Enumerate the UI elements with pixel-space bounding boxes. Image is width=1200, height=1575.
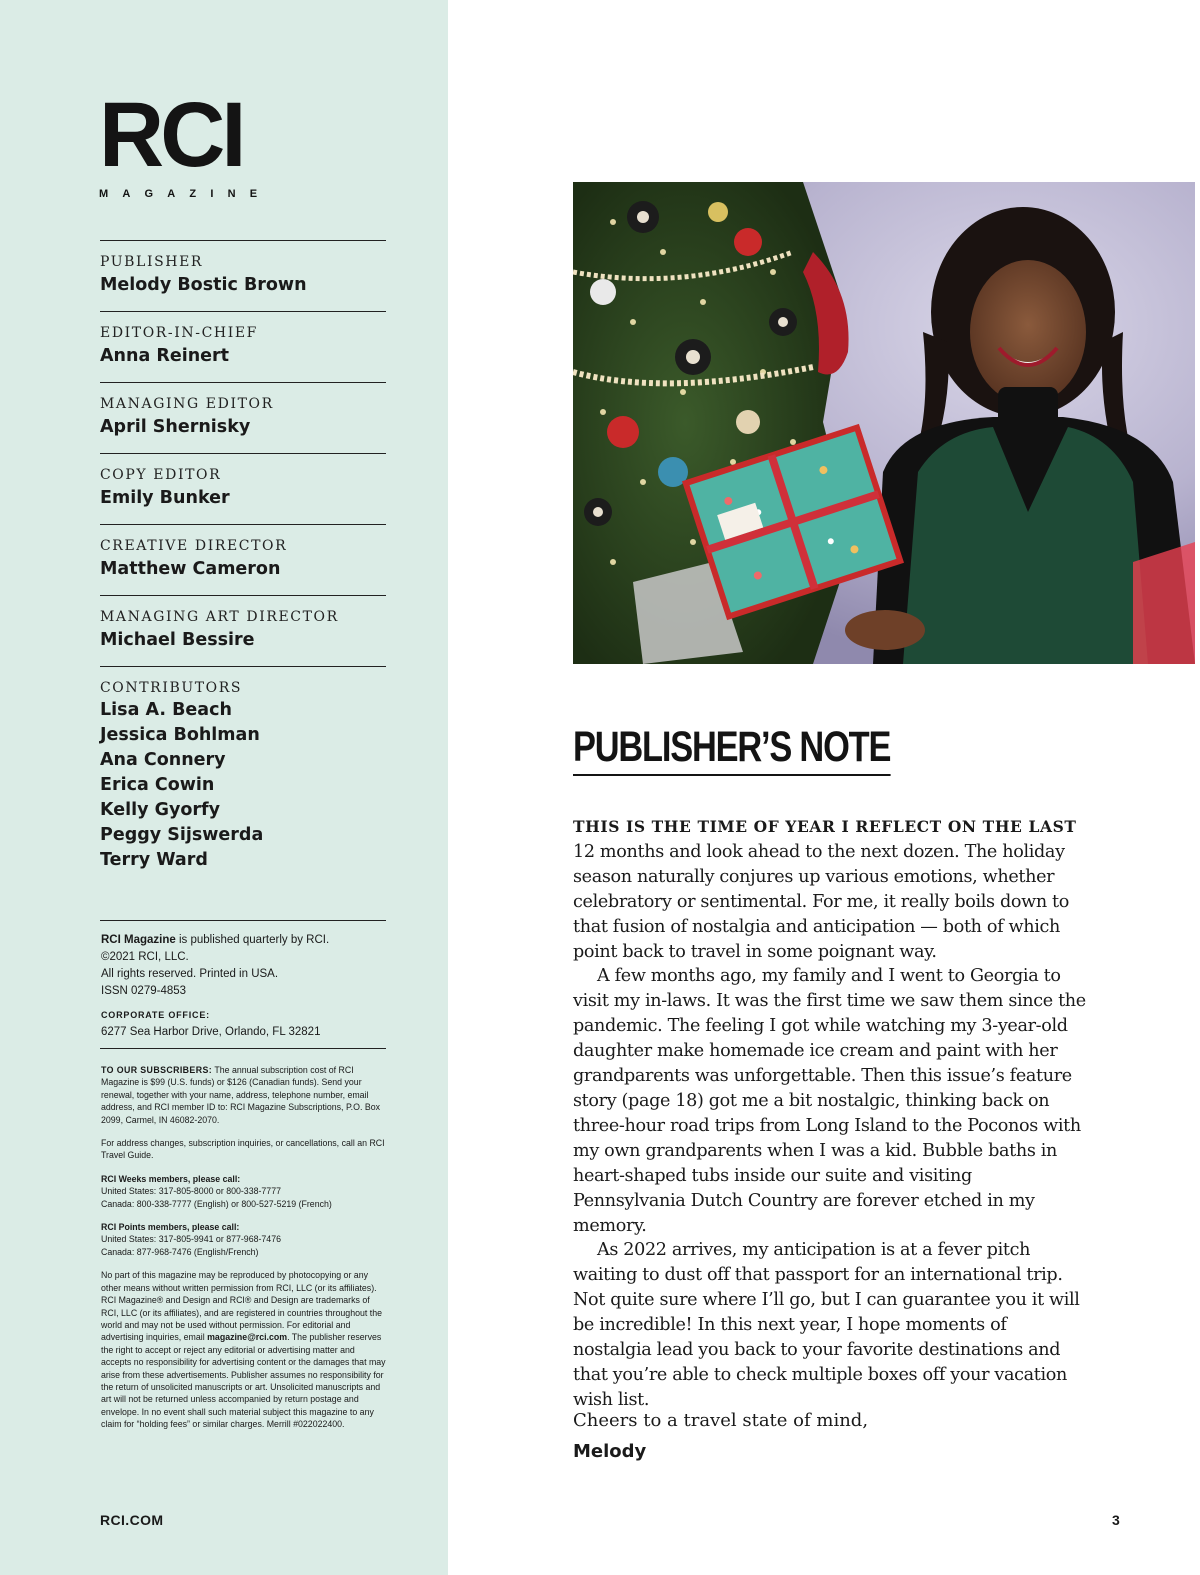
masthead-sidebar: [0, 0, 448, 1575]
subscribers-label: TO OUR SUBSCRIBERS:: [101, 1065, 213, 1075]
paragraph-2: A few months ago, my family and I went to Georgia to visit my in-laws. It was the first time we saw them since the pandemic. The feeling I got while watching my 3-year-old daughter make homemade ice cream and paint with her grandparents was unforgettable. Then this issue’s feature story (page 18) got me a bit nostalgic, thinking back on three-hour road trips from Long Island to the Poconos with my own grandparents when I was a kid. Bubble baths in heart-shaped tubs inside our suite and visiting Pennsylvania Dutch Country are forever etched in my memory.: [573, 966, 1086, 1236]
fine-print: [101, 1064, 387, 1442]
contributor-name: Peggy Sijswerda: [100, 825, 264, 845]
paragraph-3: As 2022 arrives, my anticipation is at a fever pitch waiting to dust off that passport for an international trip. Not quite sure where I’ll go, but I can guarantee you it will be incredible! In this next year, I hope moments of nostalgia lead you back to your favorite destinations and that you’re able to check multiple boxes off your vacation wish list.: [573, 1240, 1080, 1410]
masthead-role: MANAGING ART DIRECTOR: [100, 609, 339, 625]
logo-subtitle: MAGAZINE: [99, 188, 272, 200]
masthead-role: COPY EDITOR: [100, 467, 222, 483]
pubinfo-rights: All rights reserved. Printed in USA.: [101, 968, 279, 980]
publisher-note-body: [573, 815, 1088, 1413]
corporate-office-address: 6277 Sea Harbor Drive, Orlando, FL 32821: [101, 1026, 321, 1038]
masthead-managing-art-director: [100, 595, 386, 666]
masthead-role: EDITOR-IN-CHIEF: [100, 325, 258, 341]
weeks-us-phone: United States: 317-805-8000 or 800-338-7777: [101, 1186, 281, 1197]
page-title: PUBLISHER’S NOTE: [573, 722, 890, 776]
subscribers-text: The annual subscription cost of RCI Magazine is $99 (U.S. funds) or $126 (Canadian funds). Send your renewal, together with your name, address, telephone number, email address, and RCI member ID to: RCI Magazine Subscriptions, P.O. Box 2099, Carmel, IN 46082-2070.: [101, 1065, 381, 1125]
divider: [100, 920, 386, 921]
masthead-role: MANAGING EDITOR: [100, 396, 274, 412]
logo-mark: RCI: [99, 84, 243, 186]
masthead-name: Anna Reinert: [100, 346, 230, 366]
legal-text-a: No part of this magazine may be reproduced by photocopying or any other means without written permission from RCI, LLC (or its affiliates). RCI Magazine® and Design and RCI® and Design are trademarks of RCI, LLC (or its affiliates), and are registered in countries throughout the world and may not be used without permission. For editorial and advertising inquiries, email: [101, 1270, 382, 1343]
signature: Melody: [573, 1441, 647, 1462]
pubinfo-issn: ISSN 0279-4853: [101, 985, 187, 997]
masthead-role: CONTRIBUTORS: [100, 680, 243, 696]
lead-in: THIS IS THE TIME OF YEAR I REFLECT ON THE LAST: [573, 817, 1077, 836]
masthead-name: Melody Bostic Brown: [100, 275, 307, 295]
legal-text-b: . The publisher reserves the right to accept or reject any editorial or advertising matter and accepts no responsibility for advertising content or the damages that may arise from these advertisements. Publisher assumes no responsibility for the return of unsolicited manuscripts or art. Unsolicited manuscripts and art will not be returned unless accompanied by return postage and envelope. In no event shall such material subject this magazine to any claim for “holding fees” or similar charges. Merrill #022022400.: [101, 1332, 386, 1430]
contributor-name: Terry Ward: [100, 850, 208, 870]
points-members-label: RCI Points members, please call:: [101, 1222, 240, 1233]
footer-site-link[interactable]: RCI.COM: [100, 1512, 164, 1528]
paragraph-1: 12 months and look ahead to the next dozen. The holiday season naturally conjures up various emotions, whether celebratory or sentimental. For me, it really boils down to that fusion of nostalgia and anticipation — both of which point back to travel in some poignant way.: [573, 841, 1070, 962]
masthead-name: April Shernisky: [100, 417, 251, 437]
masthead-name: Michael Bessire: [100, 630, 255, 650]
contributor-name: Kelly Gyorfy: [100, 800, 221, 820]
contributor-name: Erica Cowin: [100, 775, 215, 795]
corporate-office-label: CORPORATE OFFICE:: [101, 1010, 210, 1020]
masthead-role: PUBLISHER: [100, 254, 204, 270]
weeks-members-label: RCI Weeks members, please call:: [101, 1173, 241, 1184]
page-number: 3: [1112, 1512, 1120, 1528]
masthead-name: Matthew Cameron: [100, 559, 281, 579]
pubinfo-brand: RCI Magazine: [101, 934, 176, 946]
masthead-list: [100, 240, 386, 873]
masthead-managing-editor: [100, 382, 386, 453]
publisher-photo: [573, 182, 1195, 664]
pubinfo-copyright: ©2021 RCI, LLC.: [101, 951, 189, 963]
points-us-phone: United States: 317-805-9941 or 877-968-7476: [101, 1234, 281, 1245]
editorial-email-link[interactable]: magazine@rci.com: [207, 1332, 288, 1343]
masthead-name: Emily Bunker: [100, 488, 230, 508]
contributor-name: Ana Connery: [100, 750, 226, 770]
publication-info: [101, 932, 387, 1041]
weeks-canada-phone: Canada: 800-338-7777 (English) or 800-527-5219 (French): [101, 1198, 332, 1209]
contributor-name: Jessica Bohlman: [100, 725, 260, 745]
masthead-role: CREATIVE DIRECTOR: [100, 538, 288, 554]
masthead-creative-director: [100, 524, 386, 595]
masthead-editor-in-chief: [100, 311, 386, 382]
signoff: Cheers to a travel state of mind,: [573, 1410, 869, 1431]
pubinfo-line1: is published quarterly by RCI.: [175, 934, 330, 946]
masthead-contributors: [100, 666, 386, 873]
contributors-list: [100, 698, 386, 873]
points-canada-phone: Canada: 877-968-7476 (English/French): [101, 1246, 259, 1257]
masthead-copy-editor: [100, 453, 386, 524]
divider: [100, 1048, 386, 1049]
rci-magazine-logo: [99, 84, 272, 200]
contributor-name: Lisa A. Beach: [100, 700, 232, 720]
masthead-publisher: [100, 240, 386, 311]
address-changes-text: For address changes, subscription inquiries, or cancellations, call an RCI Travel Guide.: [101, 1138, 385, 1161]
